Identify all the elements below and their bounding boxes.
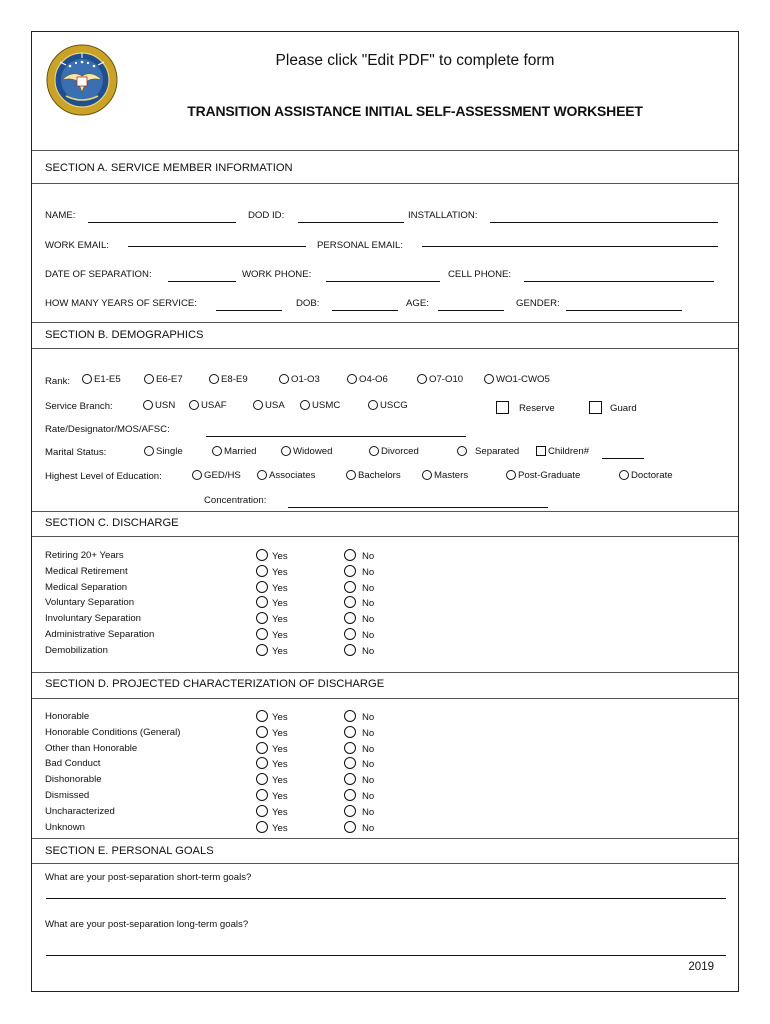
- radio-icon: [344, 581, 356, 593]
- gender-label: GENDER:: [516, 298, 560, 309]
- radio-icon: [300, 400, 310, 410]
- radio-icon: [344, 644, 356, 656]
- date-of-separation-label: DATE OF SEPARATION:: [45, 269, 152, 280]
- characterization-no-option[interactable]: No: [344, 789, 374, 802]
- discharge-no-option[interactable]: No: [344, 549, 374, 562]
- divider: [32, 863, 738, 864]
- characterization-item-label: Other than Honorable: [45, 742, 138, 754]
- age-label: AGE:: [406, 298, 429, 309]
- characterization-item-label: Dismissed: [45, 790, 90, 801]
- discharge-yes-option[interactable]: Yes: [256, 596, 288, 609]
- characterization-item-label: Unknown: [45, 821, 85, 833]
- radio-icon: [344, 773, 356, 785]
- radio-icon: [257, 470, 267, 480]
- installation-label: INSTALLATION:: [408, 210, 478, 221]
- cell-phone-label: CELL PHONE:: [448, 269, 512, 280]
- characterization-no-option[interactable]: No: [344, 742, 374, 755]
- characterization-item-label: Honorable Conditions (General): [45, 726, 181, 738]
- radio-icon: [256, 789, 268, 801]
- characterization-no-option[interactable]: No: [344, 726, 374, 739]
- divider: [32, 511, 738, 512]
- radio-icon: [506, 470, 516, 480]
- children-checkbox[interactable]: Children#: [536, 446, 589, 457]
- rate-designator-label: Rate/Designator/MOS/AFSC:: [45, 424, 170, 435]
- discharge-yes-option[interactable]: Yes: [256, 644, 288, 657]
- characterization-yes-option[interactable]: Yes: [256, 773, 288, 786]
- characterization-yes-option[interactable]: Yes: [256, 742, 288, 755]
- personal-email-label: PERSONAL EMAIL:: [317, 240, 404, 251]
- marital-option-married[interactable]: Married: [212, 446, 257, 457]
- radio-icon: [368, 400, 378, 410]
- long-term-goals-field[interactable]: [46, 955, 726, 956]
- form-title: TRANSITION ASSISTANCE INITIAL SELF-ASSESSMENT WORKSHEET: [187, 103, 643, 119]
- divider: [32, 348, 738, 349]
- education-option-bachelors[interactable]: Bachelors: [346, 470, 401, 481]
- radio-icon: [144, 446, 154, 456]
- section-d-title: SECTION D. PROJECTED CHARACTERIZATION OF DISCHARGE: [45, 678, 385, 690]
- discharge-no-option[interactable]: No: [344, 644, 374, 657]
- discharge-yes-option[interactable]: Yes: [256, 628, 288, 641]
- radio-icon: [457, 446, 467, 456]
- radio-icon: [143, 400, 153, 410]
- rank-option-o7-o10[interactable]: O7-O10: [417, 374, 463, 385]
- radio-icon: [344, 805, 356, 817]
- discharge-item-label: Medical Separation: [45, 581, 128, 593]
- radio-icon: [256, 726, 268, 738]
- radio-icon: [192, 470, 202, 480]
- section-c-title: SECTION C. DISCHARGE: [45, 517, 179, 529]
- characterization-yes-option[interactable]: Yes: [256, 726, 288, 739]
- dob-field[interactable]: [332, 310, 398, 311]
- gender-field[interactable]: [566, 310, 682, 311]
- radio-icon: [256, 565, 268, 577]
- divider: [32, 672, 738, 673]
- long-term-goals-label: What are your post-separation long-term goals?: [45, 919, 249, 930]
- personal-email-field[interactable]: [422, 246, 718, 247]
- characterization-no-option[interactable]: No: [344, 710, 374, 723]
- characterization-item-label: Uncharacterized: [45, 805, 115, 817]
- section-b-title: SECTION B. DEMOGRAPHICS: [45, 329, 204, 341]
- radio-icon: [253, 400, 263, 410]
- radio-icon: [209, 374, 219, 384]
- branch-option-usaf[interactable]: USAF: [189, 400, 227, 411]
- radio-icon: [344, 612, 356, 624]
- divider: [32, 183, 738, 184]
- radio-icon: [344, 596, 356, 608]
- rank-option-o4-o6[interactable]: O4-O6: [347, 374, 388, 385]
- discharge-no-option[interactable]: No: [344, 596, 374, 609]
- divider: [32, 838, 738, 839]
- characterization-no-option[interactable]: No: [344, 757, 374, 770]
- characterization-yes-option[interactable]: Yes: [256, 757, 288, 770]
- radio-icon: [344, 757, 356, 769]
- radio-icon: [346, 470, 356, 480]
- radio-icon: [256, 805, 268, 817]
- radio-icon: [369, 446, 379, 456]
- education-option-masters[interactable]: Masters: [422, 470, 468, 481]
- radio-icon: [82, 374, 92, 384]
- characterization-item-label: Bad Conduct: [45, 758, 101, 770]
- guard-checkbox[interactable]: Guard: [589, 401, 637, 414]
- education-label: Highest Level of Education:: [45, 471, 162, 482]
- radio-icon: [256, 742, 268, 754]
- rank-label: Rank:: [45, 376, 71, 387]
- concentration-field[interactable]: [288, 507, 548, 508]
- section-a-title: SECTION A. SERVICE MEMBER INFORMATION: [45, 162, 293, 174]
- discharge-item-label: Retiring 20+ Years: [45, 550, 124, 561]
- radio-icon: [417, 374, 427, 384]
- discharge-no-option[interactable]: No: [344, 565, 374, 578]
- installation-field[interactable]: [490, 222, 718, 223]
- radio-icon: [281, 446, 291, 456]
- radio-icon: [256, 773, 268, 785]
- name-field[interactable]: [88, 222, 236, 223]
- edit-pdf-notice: Please click "Edit PDF" to complete form: [275, 52, 555, 69]
- cell-phone-field[interactable]: [524, 281, 714, 282]
- radio-icon: [344, 628, 356, 640]
- marital-status-label: Marital Status:: [45, 447, 107, 458]
- characterization-yes-option[interactable]: Yes: [256, 710, 288, 723]
- characterization-no-option[interactable]: No: [344, 773, 374, 786]
- divider: [32, 536, 738, 537]
- characterization-yes-option[interactable]: Yes: [256, 789, 288, 802]
- branch-option-usmc[interactable]: USMC: [300, 400, 340, 411]
- radio-icon: [212, 446, 222, 456]
- years-of-service-field[interactable]: [216, 310, 282, 311]
- rank-option-e6-e7[interactable]: E6-E7: [144, 374, 183, 385]
- concentration-label: Concentration:: [204, 495, 267, 506]
- characterization-no-option[interactable]: No: [344, 821, 374, 834]
- divider: [32, 698, 738, 699]
- education-option-post-graduate[interactable]: Post-Graduate: [506, 470, 580, 481]
- characterization-item-label: Honorable: [45, 711, 90, 722]
- radio-icon: [256, 644, 268, 656]
- radio-icon: [256, 628, 268, 640]
- radio-icon: [344, 821, 356, 833]
- radio-icon: [344, 549, 356, 561]
- marital-option-single[interactable]: Single: [144, 446, 183, 457]
- rank-option-o1-o3[interactable]: O1-O3: [279, 374, 320, 385]
- discharge-no-option[interactable]: No: [344, 581, 374, 594]
- education-option-doctorate[interactable]: Doctorate: [619, 470, 673, 481]
- divider: [32, 150, 738, 151]
- radio-icon: [256, 581, 268, 593]
- radio-icon: [484, 374, 494, 384]
- discharge-item-label: Administrative Separation: [45, 629, 155, 640]
- short-term-goals-field[interactable]: [46, 898, 726, 899]
- discharge-yes-option[interactable]: Yes: [256, 612, 288, 625]
- radio-icon: [344, 726, 356, 738]
- discharge-yes-option[interactable]: Yes: [256, 581, 288, 594]
- rank-option-e8-e9[interactable]: E8-E9: [209, 374, 248, 385]
- marital-option-divorced[interactable]: Divorced: [369, 446, 419, 457]
- work-email-label: WORK EMAIL:: [45, 240, 109, 251]
- radio-icon: [619, 470, 629, 480]
- education-option-associates[interactable]: Associates: [257, 470, 315, 481]
- discharge-item-label: Voluntary Separation: [45, 597, 135, 609]
- name-label: NAME:: [45, 210, 76, 221]
- radio-icon: [256, 612, 268, 624]
- reserve-checkbox[interactable]: Reserve: [496, 401, 555, 414]
- work-phone-label: WORK PHONE:: [242, 269, 312, 280]
- radio-icon: [344, 789, 356, 801]
- short-term-goals-label: What are your post-separation short-term goals?: [45, 872, 252, 883]
- radio-icon: [422, 470, 432, 480]
- children-count-field[interactable]: [602, 458, 644, 459]
- marital-option-separated[interactable]: Separated: [457, 446, 519, 457]
- radio-icon: [189, 400, 199, 410]
- characterization-no-option[interactable]: No: [344, 805, 374, 818]
- service-branch-label: Service Branch:: [45, 401, 113, 412]
- radio-icon: [256, 596, 268, 608]
- characterization-yes-option[interactable]: Yes: [256, 805, 288, 818]
- radio-icon: [279, 374, 289, 384]
- radio-icon: [256, 821, 268, 833]
- characterization-yes-option[interactable]: Yes: [256, 821, 288, 834]
- discharge-item-label: Involuntary Separation: [45, 613, 141, 625]
- work-email-field[interactable]: [128, 246, 306, 247]
- discharge-no-option[interactable]: No: [344, 612, 374, 625]
- discharge-yes-option[interactable]: Yes: [256, 549, 288, 562]
- discharge-item-label: Medical Retirement: [45, 565, 128, 577]
- branch-option-uscg[interactable]: USCG: [368, 400, 408, 411]
- dod-id-label: DOD ID:: [248, 210, 285, 221]
- radio-icon: [256, 757, 268, 769]
- form-frame: [31, 31, 739, 992]
- education-option-ged-hs[interactable]: GED/HS: [192, 470, 241, 481]
- rank-option-wo1-cwo5[interactable]: WO1-CWO5: [484, 374, 550, 385]
- radio-icon: [344, 742, 356, 754]
- age-field[interactable]: [438, 310, 504, 311]
- checkbox-icon: [589, 401, 602, 414]
- characterization-item-label: Dishonorable: [45, 774, 102, 786]
- branch-option-usn[interactable]: USN: [143, 400, 175, 411]
- work-phone-field[interactable]: [326, 281, 440, 282]
- discharge-no-option[interactable]: No: [344, 628, 374, 641]
- dod-id-field[interactable]: [298, 222, 404, 223]
- checkbox-icon: [496, 401, 509, 414]
- radio-icon: [344, 565, 356, 577]
- rate-designator-field[interactable]: [206, 436, 466, 437]
- dob-label: DOB:: [296, 298, 320, 309]
- radio-icon: [256, 710, 268, 722]
- radio-icon: [344, 710, 356, 722]
- section-e-title: SECTION E. PERSONAL GOALS: [45, 845, 214, 857]
- divider: [32, 322, 738, 323]
- rank-option-e1-e5[interactable]: E1-E5: [82, 374, 121, 385]
- radio-icon: [347, 374, 357, 384]
- form-year: 2019: [688, 961, 714, 973]
- discharge-item-label: Demobilization: [45, 644, 108, 656]
- radio-icon: [256, 549, 268, 561]
- date-of-separation-field[interactable]: [168, 281, 236, 282]
- checkbox-icon: [536, 446, 546, 456]
- discharge-yes-option[interactable]: Yes: [256, 565, 288, 578]
- years-of-service-label: HOW MANY YEARS OF SERVICE:: [45, 298, 197, 309]
- radio-icon: [144, 374, 154, 384]
- branch-option-usa[interactable]: USA: [253, 400, 285, 411]
- marital-option-widowed[interactable]: Widowed: [281, 446, 332, 457]
